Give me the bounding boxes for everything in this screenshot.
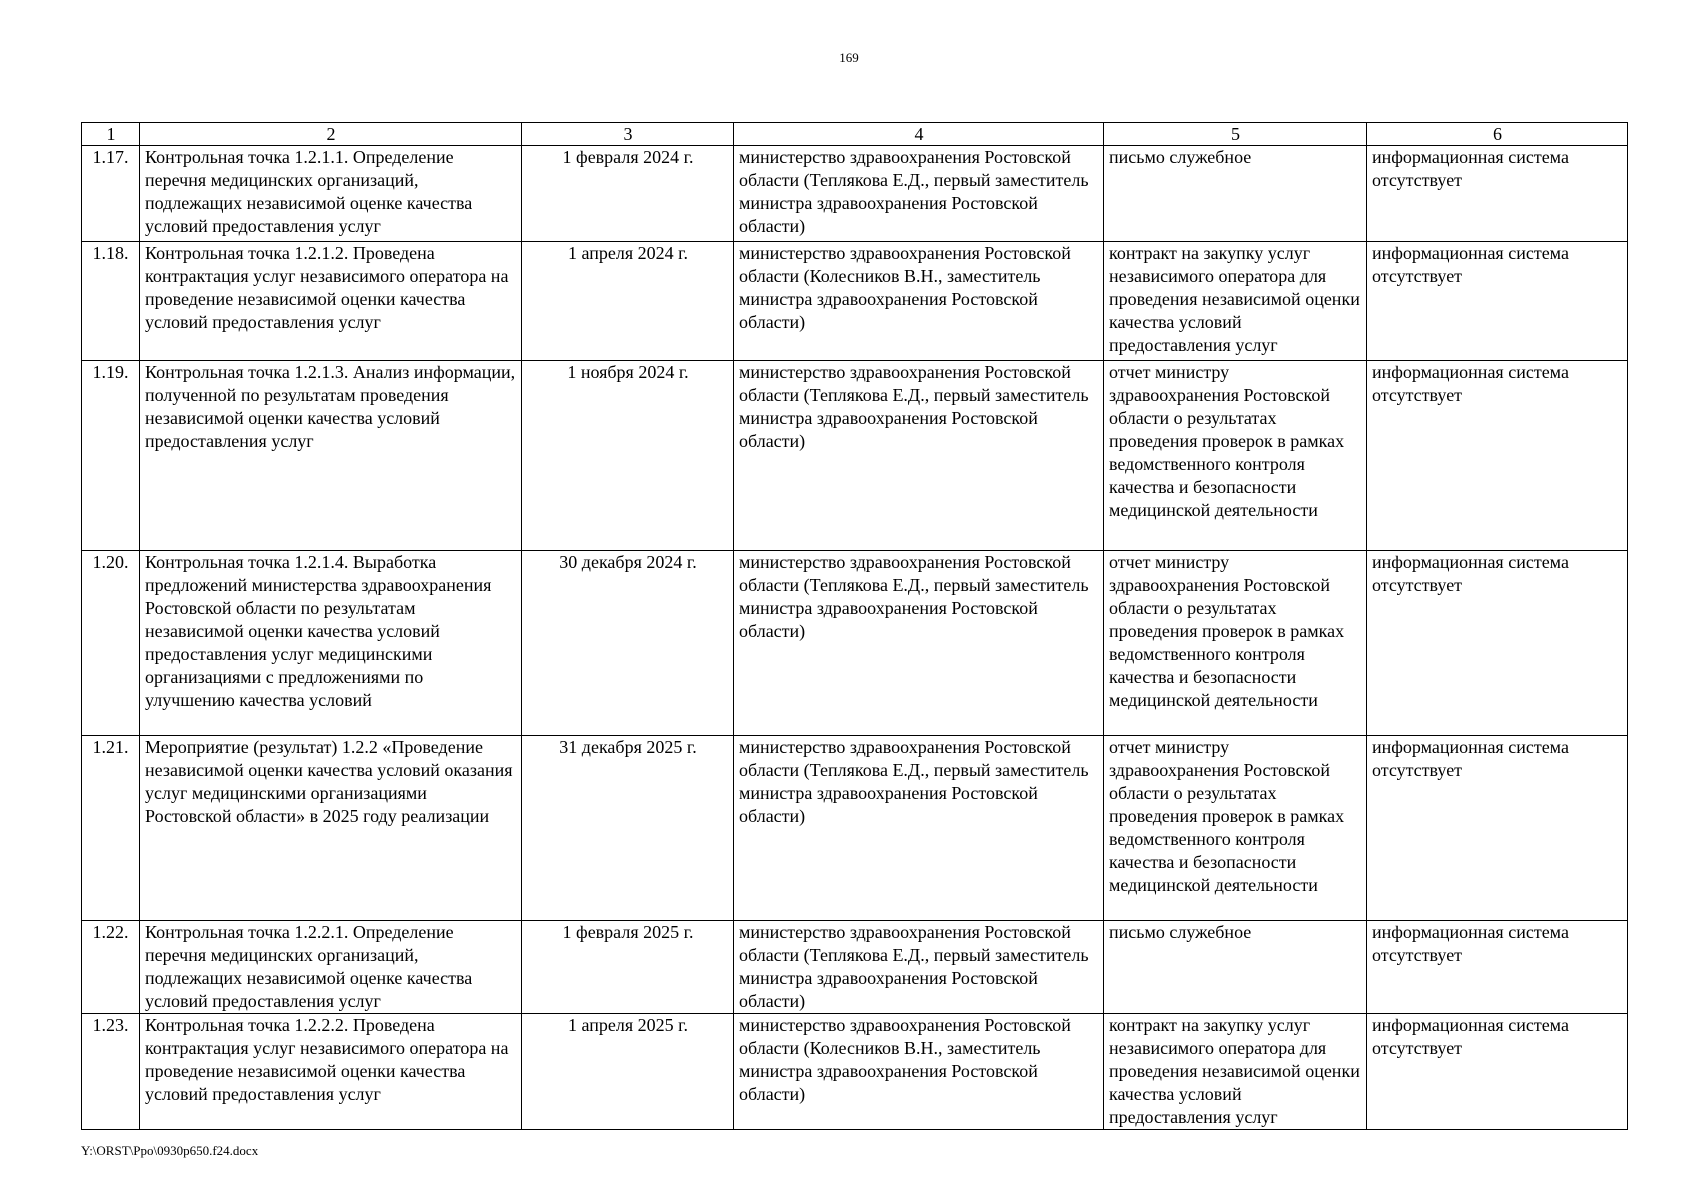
page-number: 169 bbox=[839, 50, 859, 65]
row-responsible: министерство здравоохранения Ростовской области (Теплякова Е.Д., первый заместитель министра здравоохранения Ростовской области) bbox=[734, 736, 1104, 921]
row-date: 31 декабря 2025 г. bbox=[522, 736, 734, 921]
row-name: Контрольная точка 1.2.2.1. Определение перечня медицинских организаций, подлежащих независимой оценке качества условий предоставления услуг bbox=[140, 921, 522, 1014]
plan-table bbox=[81, 122, 1628, 1130]
row-date: 1 ноября 2024 г. bbox=[522, 361, 734, 551]
row-number: 1.18. bbox=[82, 242, 140, 361]
row-name: Контрольная точка 1.2.1.4. Выработка предложений министерства здравоохранения Ростовской области по результатам независимой оценки качества условий предоставления услуг медицинскими организациями с предложениями по улучшению качества условий bbox=[140, 551, 522, 736]
row-number: 1.17. bbox=[82, 146, 140, 242]
table-row bbox=[82, 146, 1628, 242]
row-name: Контрольная точка 1.2.1.3. Анализ информации, полученной по результатам проведения независимой оценки качества условий предоставления услуг bbox=[140, 361, 522, 551]
row-responsible: министерство здравоохранения Ростовской области (Колесников В.Н., заместитель министра здравоохранения Ростовской области) bbox=[734, 242, 1104, 361]
column-header: 3 bbox=[522, 123, 734, 146]
column-header: 6 bbox=[1367, 123, 1628, 146]
table-row bbox=[82, 361, 1628, 551]
row-number: 1.23. bbox=[82, 1014, 140, 1130]
row-document: контракт на закупку услуг независимого оператора для проведения независимой оценки качества условий предоставления услуг bbox=[1104, 1014, 1367, 1130]
table-row bbox=[82, 242, 1628, 361]
table-row bbox=[82, 551, 1628, 736]
row-date: 1 апреля 2025 г. bbox=[522, 1014, 734, 1130]
row-date: 1 апреля 2024 г. bbox=[522, 242, 734, 361]
row-name: Контрольная точка 1.2.1.1. Определение перечня медицинских организаций, подлежащих независимой оценке качества условий предоставления услуг bbox=[140, 146, 522, 242]
row-number: 1.22. bbox=[82, 921, 140, 1014]
row-responsible: министерство здравоохранения Ростовской области (Колесников В.Н., заместитель министра здравоохранения Ростовской области) bbox=[734, 1014, 1104, 1130]
row-system: информационная система отсутствует bbox=[1367, 551, 1628, 736]
row-document: отчет министру здравоохранения Ростовской области о результатах проведения проверок в рамках ведомственного контроля качества и безопасности медицинской деятельности bbox=[1104, 736, 1367, 921]
row-document: письмо служебное bbox=[1104, 146, 1367, 242]
row-system: информационная система отсутствует bbox=[1367, 146, 1628, 242]
row-system: информационная система отсутствует bbox=[1367, 1014, 1628, 1130]
row-number: 1.19. bbox=[82, 361, 140, 551]
row-document: отчет министру здравоохранения Ростовской области о результатах проведения проверок в рамках ведомственного контроля качества и безопасности медицинской деятельности bbox=[1104, 361, 1367, 551]
row-date: 1 февраля 2025 г. bbox=[522, 921, 734, 1014]
row-date: 30 декабря 2024 г. bbox=[522, 551, 734, 736]
header-row bbox=[82, 123, 1628, 146]
row-name: Контрольная точка 1.2.2.2. Проведена контрактация услуг независимого оператора на проведение независимой оценки качества условий предоставления услуг bbox=[140, 1014, 522, 1130]
row-document: письмо служебное bbox=[1104, 921, 1367, 1014]
row-number: 1.20. bbox=[82, 551, 140, 736]
row-date: 1 февраля 2024 г. bbox=[522, 146, 734, 242]
table-row bbox=[82, 1014, 1628, 1130]
row-name: Мероприятие (результат) 1.2.2 «Проведение независимой оценки качества условий оказания услуг медицинскими организациями Ростовской области» в 2025 году реализации bbox=[140, 736, 522, 921]
file-path-footer: Y:\ORST\Ppo\0930p650.f24.docx bbox=[81, 1143, 259, 1158]
row-name: Контрольная точка 1.2.1.2. Проведена контрактация услуг независимого оператора на проведение независимой оценки качества условий предоставления услуг bbox=[140, 242, 522, 361]
row-system: информационная система отсутствует bbox=[1367, 736, 1628, 921]
row-responsible: министерство здравоохранения Ростовской области (Теплякова Е.Д., первый заместитель министра здравоохранения Ростовской области) bbox=[734, 921, 1104, 1014]
table-row bbox=[82, 736, 1628, 921]
row-system: информационная система отсутствует bbox=[1367, 242, 1628, 361]
column-header: 4 bbox=[734, 123, 1104, 146]
table-row bbox=[82, 921, 1628, 1014]
row-document: отчет министру здравоохранения Ростовской области о результатах проведения проверок в рамках ведомственного контроля качества и безопасности медицинской деятельности bbox=[1104, 551, 1367, 736]
row-document: контракт на закупку услуг независимого оператора для проведения независимой оценки качества условий предоставления услуг bbox=[1104, 242, 1367, 361]
column-header: 2 bbox=[140, 123, 522, 146]
row-system: информационная система отсутствует bbox=[1367, 361, 1628, 551]
column-header: 5 bbox=[1104, 123, 1367, 146]
column-header: 1 bbox=[82, 123, 140, 146]
row-responsible: министерство здравоохранения Ростовской области (Теплякова Е.Д., первый заместитель министра здравоохранения Ростовской области) bbox=[734, 551, 1104, 736]
row-responsible: министерство здравоохранения Ростовской области (Теплякова Е.Д., первый заместитель министра здравоохранения Ростовской области) bbox=[734, 146, 1104, 242]
row-number: 1.21. bbox=[82, 736, 140, 921]
row-system: информационная система отсутствует bbox=[1367, 921, 1628, 1014]
row-responsible: министерство здравоохранения Ростовской области (Теплякова Е.Д., первый заместитель министра здравоохранения Ростовской области) bbox=[734, 361, 1104, 551]
